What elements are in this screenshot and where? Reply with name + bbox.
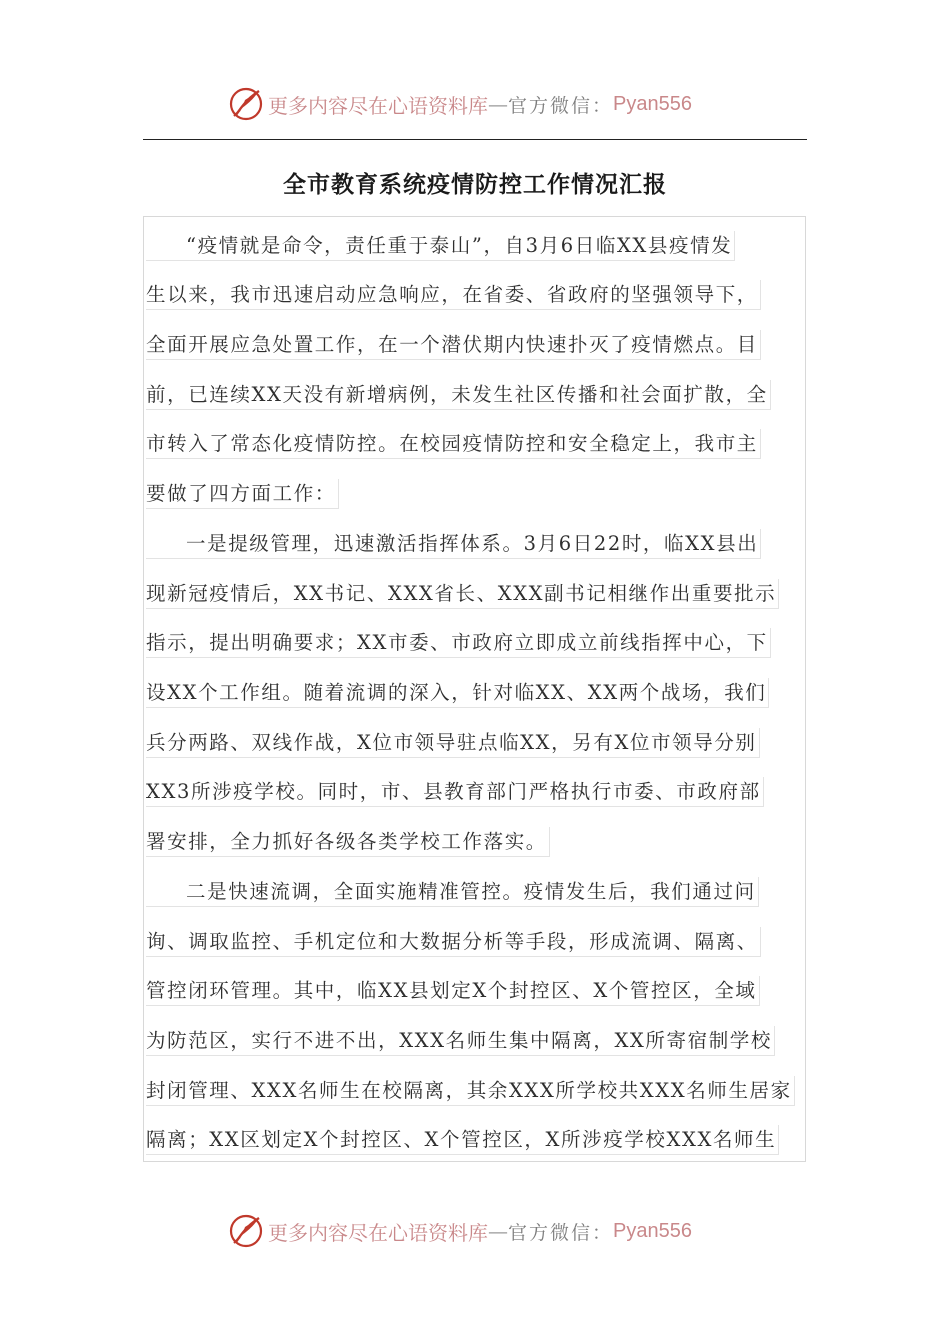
text-line: 询、调取监控、手机定位和大数据分析等手段，形成流调、隔离、 xyxy=(146,927,761,957)
quill-logo-icon xyxy=(228,1213,264,1249)
banner-wechat-id: Pyan556 xyxy=(613,92,692,115)
text-line: 要做了四方面工作： xyxy=(146,479,339,509)
banner-wechat-label: 官方微信： xyxy=(508,1221,614,1244)
header-divider xyxy=(143,139,807,140)
quill-logo-icon xyxy=(228,86,264,122)
text-line: XX3所涉疫学校。同时，市、县教育部门严格执行市委、市政府部 xyxy=(146,777,764,807)
banner-dash: — xyxy=(488,1219,508,1243)
header-banner xyxy=(228,84,692,124)
text-line: 生以来，我市迅速启动应急响应，在省委、省政府的坚强领导下， xyxy=(146,280,761,310)
text-line: 兵分两路、双线作战，X位市领导驻点临XX，另有X位市领导分别 xyxy=(146,728,760,758)
banner-dash: — xyxy=(488,92,508,116)
footer-banner xyxy=(228,1211,692,1251)
banner-wechat-id: Pyan556 xyxy=(613,1219,692,1242)
text-line: 管控闭环管理。其中，临XX县划定X个封控区、X个管控区，全域 xyxy=(146,976,760,1006)
text-line: 署安排，全力抓好各级各类学校工作落实。 xyxy=(146,827,550,857)
text-line: 现新冠疫情后，XX书记、XXX省长、XXX副书记相继作出重要批示 xyxy=(146,579,779,609)
text-line: 隔离；XX区划定X个封控区、X个管控区，X所涉疫学校XXX名师生 xyxy=(146,1125,779,1155)
text-line: 前，已连续XX天没有新增病例，未发生社区传播和社会面扩散，全 xyxy=(146,380,771,410)
text-line: 为防范区，实行不进不出，XXX名师生集中隔离，XX所寄宿制学校 xyxy=(146,1026,775,1056)
banner-wechat-label: 官方微信： xyxy=(508,94,614,117)
text-line: 二是快速流调，全面实施精准管控。疫情发生后，我们通过问 xyxy=(146,877,759,907)
text-line: 全面开展应急处置工作，在一个潜伏期内快速扑灭了疫情燃点。目 xyxy=(146,330,761,360)
text-line: 指示，提出明确要求；XX市委、市政府立即成立前线指挥中心，下 xyxy=(146,628,771,658)
text-line: 市转入了常态化疫情防控。在校园疫情防控和安全稳定上，我市主 xyxy=(146,429,761,459)
banner-main-text: 更多内容尽在心语资料库 xyxy=(268,93,488,118)
document-title: 全市教育系统疫情防控工作情况汇报 xyxy=(283,172,667,198)
text-line: 一是提级管理，迅速激活指挥体系。3月6日22时，临XX县出 xyxy=(146,529,761,559)
text-line: 设XX个工作组。随着流调的深入，针对临XX、XX两个战场，我们 xyxy=(146,678,769,708)
text-line: 封闭管理、XXX名师生在校隔离，其余XXX所学校共XXX名师生居家 xyxy=(146,1076,795,1106)
text-line: “疫情就是命令，责任重于泰山”，自3月6日临XX县疫情发 xyxy=(146,231,735,261)
banner-main-text: 更多内容尽在心语资料库 xyxy=(268,1220,488,1245)
